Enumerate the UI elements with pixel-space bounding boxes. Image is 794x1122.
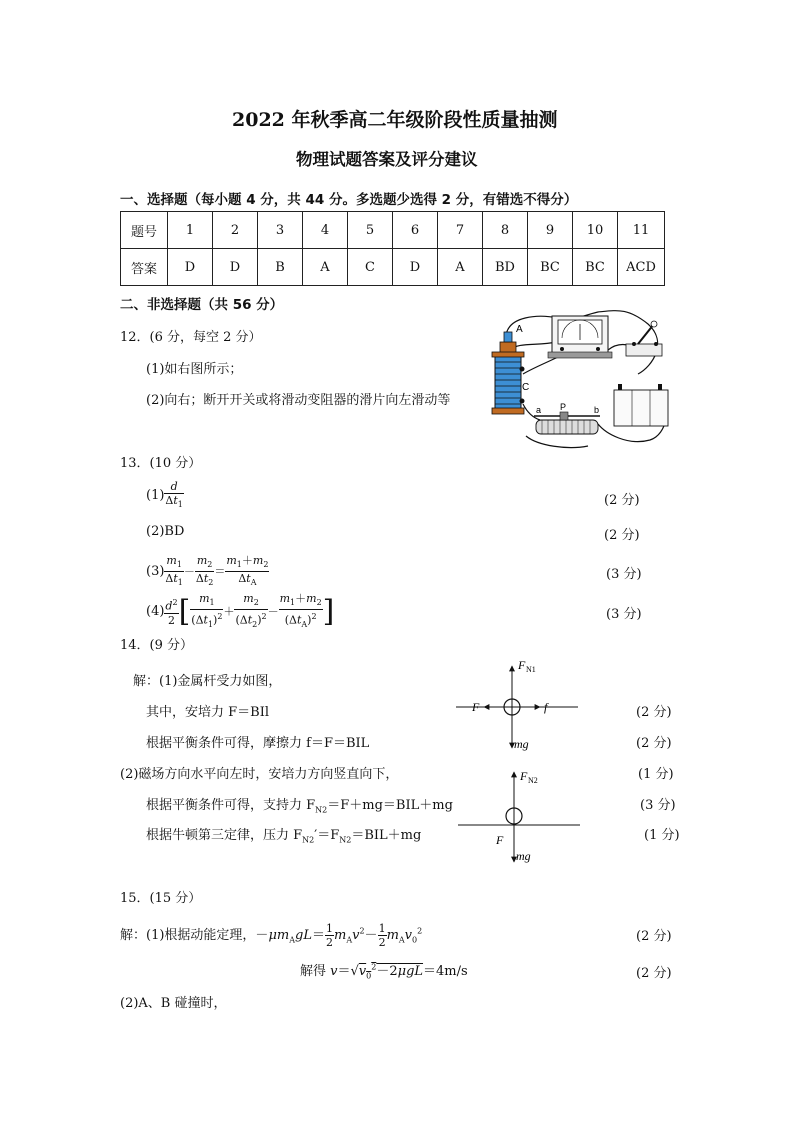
table-cell: A — [303, 249, 348, 286]
q13-answer-1 — [146, 480, 184, 511]
q12-answer-1: (1)如右图所示； — [146, 362, 243, 377]
page-subtitle: 物理试题答案及评分建议 — [296, 150, 478, 169]
label-F: F — [472, 700, 480, 714]
q15-line-3: (2)A、B 碰撞时， — [120, 996, 227, 1011]
q13-answer-4: (4) $\frac{d^2}{2}$ [ $\frac{m_1}{(\Delta t_1)^2}$ ＋ $\frac{m_2}{(\Delta t_2)^2}$ － $\frac{m_1+m_2}{(\Delta t_A)^2}$ ] — [146, 592, 335, 630]
label-fn1-sub: N1 — [526, 665, 536, 674]
label-b: b — [594, 405, 600, 415]
q12-answer-2: (2)向右；断开开关或将滑动变阻器的滑片向左滑动等 — [146, 393, 451, 408]
q14-line-5-formula: ＝F＋mg＝BIL＋mg — [327, 798, 453, 813]
q14-line-5: 根据平衡条件可得，支持力 $F_{N2}=F+mg=BIL+mg$ — [146, 798, 453, 815]
q13-answer-3: (3) $\frac{m_1}{\Delta t_1}$ － $\frac{m_2}{\Delta t_2}$ ＝ $\frac{m_1+m_2}{\Delta t_A}$ — [146, 554, 269, 588]
q14-line-6-formula-b: ＝BIL＋mg — [351, 828, 422, 843]
q13-answer-2: (2)BD — [146, 524, 185, 539]
q13-label-1: (1) — [146, 488, 165, 504]
force-diagram-2 — [454, 766, 584, 866]
table-cell: 2 — [213, 212, 258, 249]
force-diagram-1 — [452, 656, 582, 752]
row-label-number: 题号 — [121, 212, 168, 249]
q15-heading: 15．(15 分） — [120, 891, 202, 906]
q15-line-1-text: 解：(1)根据动能定理， — [120, 928, 256, 943]
q13-score-4: (3 分) — [606, 607, 642, 622]
label-f: f — [544, 700, 548, 714]
q15-line-2-text: 解得 — [300, 964, 331, 979]
table-cell: 10 — [573, 212, 618, 249]
label-fn2-sub: N2 — [528, 776, 538, 785]
q13-label-3: (3) — [146, 564, 165, 580]
table-cell: BD — [483, 249, 528, 286]
table-cell: D — [213, 249, 258, 286]
table-cell: ACD — [618, 249, 665, 286]
q14-score-4: (1 分) — [638, 767, 674, 782]
label-P: P — [560, 402, 567, 412]
row-label-answer: 答案 — [121, 249, 168, 286]
label-fn1: F — [518, 658, 526, 672]
q14-line-3: 根据平衡条件可得，摩擦力 f＝F＝BIL — [146, 736, 370, 751]
formula-fraction: $\frac{m_1+m_2}{\Delta t_A}$ — [226, 554, 269, 588]
table-cell: BC — [528, 249, 573, 286]
table-cell: 7 — [438, 212, 483, 249]
formula-fraction: $\frac{1}{2}$ — [325, 922, 333, 949]
formula-fraction: $\frac{m_2}{(\Delta t_2)^2}$ — [235, 592, 267, 630]
q15-score-1: (2 分) — [636, 929, 672, 944]
q15-score-2: (2 分) — [636, 966, 672, 981]
q12-heading: 12．(6 分，每空 2 分） — [120, 330, 262, 345]
q15-line-2: 解得 $v=√v_0^2-2\mu gL=4m/s$ — [300, 962, 468, 981]
table-row-numbers — [121, 212, 665, 249]
label-F-2: F — [496, 833, 504, 847]
q13-heading: 13．(10 分） — [120, 456, 202, 471]
q14-score-5: (3 分) — [640, 798, 676, 813]
q14-score-3: (2 分) — [636, 736, 672, 751]
q14-line-6: 根据牛顿第三定律，压力 $F_{N2}'=F_{N2}=BIL+mg$ — [146, 828, 422, 845]
table-cell: C — [348, 249, 393, 286]
formula-fraction: $\frac{d^2}{2}$ — [165, 598, 178, 627]
q13-label-4: (4) — [146, 604, 165, 620]
label-mg: mg — [514, 737, 529, 751]
table-cell: 5 — [348, 212, 393, 249]
q14-line-6-text: 根据牛顿第三定律，压力 F — [146, 828, 303, 843]
q13-score-1: (2 分) — [604, 493, 640, 508]
label-a: a — [536, 405, 542, 415]
formula-fraction: $\frac{m_1}{\Delta t_1}$ — [165, 554, 183, 588]
table-cell: BC — [573, 249, 618, 286]
section-heading-choice: 一、选择题（每小题 4 分，共 44 分。多选题少选得 2 分，有错选不得分） — [120, 192, 578, 208]
q14-line-1: 解：(1)金属杆受力如图， — [133, 674, 282, 689]
table-cell: 6 — [393, 212, 438, 249]
table-row-answers — [121, 249, 665, 286]
circuit-diagram — [478, 306, 678, 452]
formula-fraction: $\frac{1}{2}$ — [378, 922, 386, 949]
q15-result: ＝4m/s — [423, 964, 468, 979]
q14-line-2: 其中，安培力 F＝BIl — [146, 705, 269, 720]
q14-score-2: (2 分) — [636, 705, 672, 720]
q14-score-6: (1 分) — [644, 828, 680, 843]
label-A: A — [516, 324, 523, 335]
q14-line-4: (2)磁场方向水平向左时，安培力方向竖直向下， — [120, 767, 399, 782]
q14-heading: 14．(9 分） — [120, 638, 194, 653]
table-cell: 3 — [258, 212, 303, 249]
table-cell: 1 — [168, 212, 213, 249]
formula-fraction: $\frac{m_1}{(\Delta t_1)^2}$ — [191, 592, 223, 630]
table-cell: 9 — [528, 212, 573, 249]
section-heading-nonchoice: 二、非选择题（共 56 分） — [120, 297, 284, 313]
q13-score-2: (2 分) — [604, 528, 640, 543]
table-cell: 4 — [303, 212, 348, 249]
table-cell: D — [168, 249, 213, 286]
q15-line-1: 解：(1)根据动能定理，$-\mu m_AgL=$ $\frac{1}{2}$ $m_Av^2-$ $\frac{1}{2}$ $m_Av_0^2$ — [120, 922, 423, 949]
formula-fraction: $\frac{d}{\Delta t_1}$ — [165, 480, 183, 510]
table-cell: 8 — [483, 212, 528, 249]
table-cell: 11 — [618, 212, 665, 249]
q13-score-3: (3 分) — [606, 567, 642, 582]
table-cell: D — [393, 249, 438, 286]
formula-fraction: $\frac{m_1+m_2}{(\Delta t_A)^2}$ — [279, 592, 322, 630]
q14-line-6-formula-a: ＝F — [317, 828, 340, 843]
answer-table — [120, 211, 665, 286]
table-cell: A — [438, 249, 483, 286]
label-C: C — [522, 382, 530, 393]
label-mg-2: mg — [516, 849, 531, 863]
formula-fraction: $\frac{m_2}{\Delta t_2}$ — [195, 554, 214, 588]
table-cell: B — [258, 249, 303, 286]
label-fn2: F — [520, 769, 528, 783]
page-title: 2022 年秋季高二年级阶段性质量抽测 — [232, 109, 558, 131]
q14-line-5-text: 根据平衡条件可得，支持力 F — [146, 798, 316, 813]
